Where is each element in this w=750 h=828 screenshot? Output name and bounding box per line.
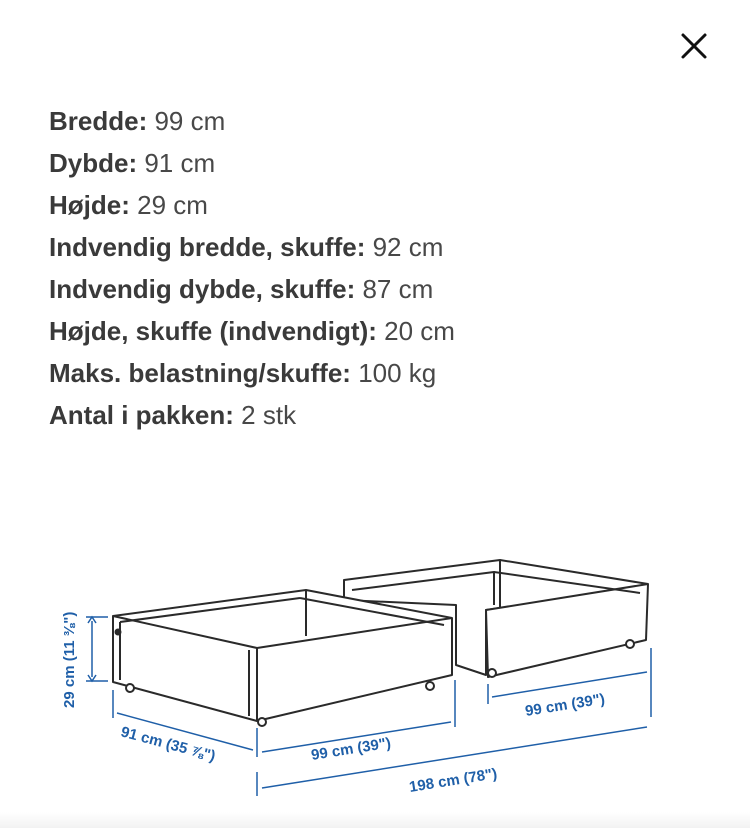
spec-label: Indvendig dybde, skuffe:	[49, 274, 356, 304]
back-width-dimension-label: 99 cm (39")	[523, 690, 607, 720]
spec-inner-depth	[49, 268, 455, 310]
spec-label: Antal i pakken:	[49, 400, 234, 430]
spec-value: 100 kg	[350, 358, 437, 388]
spec-inner-height	[49, 310, 455, 352]
front-width-dimension-label: 99 cm (39")	[309, 734, 393, 764]
spec-value: 20 cm	[376, 316, 455, 346]
spec-label: Højde:	[49, 190, 130, 220]
spec-value: 29 cm	[129, 190, 208, 220]
bottom-divider	[0, 812, 750, 828]
spec-depth	[49, 142, 455, 184]
drawer-front	[113, 590, 452, 726]
spec-value: 99 cm	[147, 106, 226, 136]
close-icon	[680, 32, 708, 60]
spec-height	[49, 184, 455, 226]
spec-max-load	[49, 352, 455, 394]
spec-label: Indvendig bredde, skuffe:	[49, 232, 366, 262]
height-dimension-label: 29 cm (11 ⅜")	[61, 611, 78, 708]
spec-width	[49, 100, 455, 142]
total-width-dimension-label: 198 cm (78")	[407, 765, 499, 796]
depth-dimension-label: 91 cm (35 ⅞")	[118, 723, 218, 766]
spec-label: Maks. belastning/skuffe:	[49, 358, 351, 388]
spec-value: 92 cm	[365, 232, 444, 262]
spec-label: Dybde:	[49, 148, 138, 178]
spec-label: Bredde:	[49, 106, 148, 136]
spec-value: 2 stk	[233, 400, 297, 430]
dimension-drawing	[0, 540, 750, 810]
spec-value: 91 cm	[137, 148, 216, 178]
spec-inner-width	[49, 226, 455, 268]
close-button[interactable]	[672, 24, 716, 68]
spec-label: Højde, skuffe (indvendigt):	[49, 316, 377, 346]
product-dimensions-list	[49, 100, 455, 436]
spec-value: 87 cm	[355, 274, 434, 304]
spec-package-quantity	[49, 394, 455, 436]
